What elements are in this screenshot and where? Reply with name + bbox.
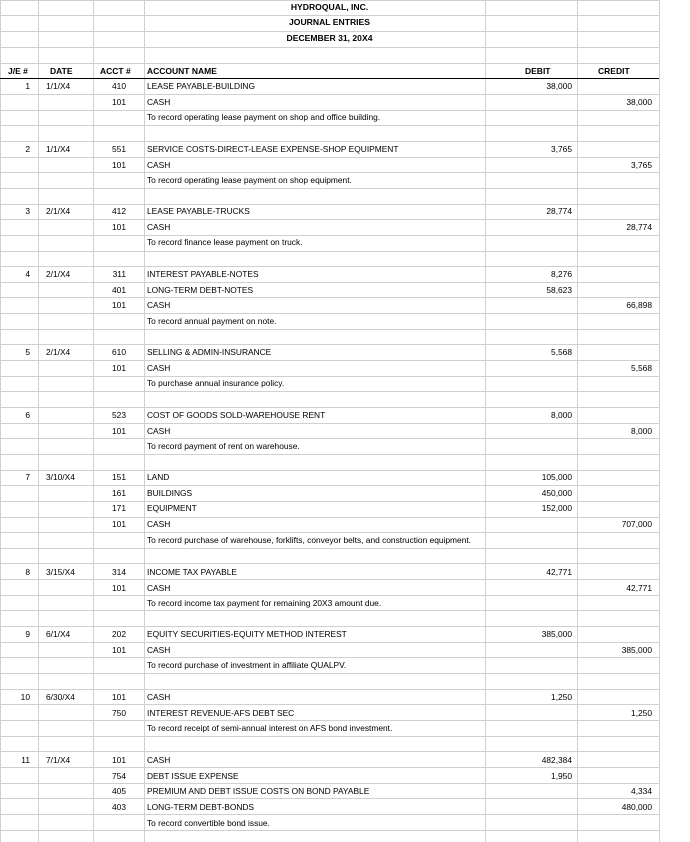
account-number: 101 — [112, 755, 126, 765]
account-name: CASH — [147, 363, 171, 373]
entry-memo: To record income tax payment for remaining 20X3 amount due. — [147, 598, 382, 608]
account-number: 161 — [112, 488, 126, 498]
account-number: 101 — [112, 300, 126, 310]
col-header-je: J/E # — [8, 66, 28, 76]
credit-amount — [570, 501, 652, 516]
account-name: CASH — [147, 426, 171, 436]
credit-amount — [570, 470, 652, 485]
account-number: 101 — [112, 519, 126, 529]
entry-date: 3/10/X4 — [46, 472, 75, 482]
entry-memo: To record purchase of warehouse, forklifts, conveyor belts, and construction equipment. — [147, 535, 472, 545]
credit-amount: 8,000 — [631, 426, 652, 436]
debit-amount — [490, 706, 572, 721]
entry-date: 2/1/X4 — [46, 206, 71, 216]
account-name: CASH — [147, 222, 171, 232]
credit-amount — [570, 79, 652, 94]
entry-date: 6/1/X4 — [46, 629, 71, 639]
account-name: LEASE PAYABLE-TRUCKS — [147, 206, 250, 216]
debit-amount: 1,250 — [551, 692, 572, 702]
entry-date: 3/15/X4 — [46, 567, 75, 577]
debit-amount — [490, 581, 572, 596]
account-name: LAND — [147, 472, 170, 482]
entry-memo: To record operating lease payment on shop and office building. — [147, 112, 381, 122]
debit-amount — [490, 220, 572, 235]
credit-amount: 42,771 — [626, 583, 652, 593]
account-name: LONG-TERM DEBT-NOTES — [147, 285, 254, 295]
debit-amount: 28,774 — [546, 206, 572, 216]
debit-amount: 42,771 — [546, 567, 572, 577]
account-name: CASH — [147, 160, 171, 170]
account-name: INTEREST REVENUE-AFS DEBT SEC — [147, 708, 295, 718]
account-name: SERVICE COSTS-DIRECT-LEASE EXPENSE-SHOP EQUIPMENT — [147, 144, 399, 154]
credit-amount: 4,334 — [631, 786, 652, 796]
debit-amount: 8,276 — [551, 269, 572, 279]
credit-amount — [570, 769, 652, 784]
debit-amount: 385,000 — [541, 629, 572, 639]
account-name: DEBT ISSUE EXPENSE — [147, 771, 239, 781]
account-number: 750 — [112, 708, 126, 718]
entry-number: 6 — [25, 410, 30, 420]
account-number: 401 — [112, 285, 126, 295]
credit-amount — [570, 690, 652, 705]
account-name: INCOME TAX PAYABLE — [147, 567, 237, 577]
entry-number: 2 — [25, 144, 30, 154]
report-date: DECEMBER 31, 20X4 — [286, 33, 373, 43]
credit-amount: 1,250 — [631, 708, 652, 718]
debit-amount — [490, 784, 572, 799]
account-name: INTEREST PAYABLE-NOTES — [147, 269, 259, 279]
credit-amount: 385,000 — [621, 645, 652, 655]
credit-amount — [570, 627, 652, 642]
account-name: CASH — [147, 300, 171, 310]
entry-date: 1/1/X4 — [46, 144, 71, 154]
debit-amount — [490, 298, 572, 313]
account-name: EQUITY SECURITIES-EQUITY METHOD INTEREST — [147, 629, 347, 639]
entry-number: 7 — [25, 472, 30, 482]
entry-number: 11 — [21, 755, 30, 765]
debit-amount — [490, 95, 572, 110]
entry-memo: To record finance lease payment on truck. — [147, 237, 303, 247]
entry-memo: To record payment of rent on warehouse. — [147, 441, 300, 451]
account-number: 101 — [112, 222, 126, 232]
account-name: CASH — [147, 755, 171, 765]
col-header-account-name: ACCOUNT NAME — [147, 66, 217, 76]
company-name: HYDROQUAL, INC. — [290, 2, 369, 12]
account-name: COST OF GOODS SOLD-WAREHOUSE RENT — [147, 410, 326, 420]
account-number: 101 — [112, 645, 126, 655]
debit-amount: 152,000 — [541, 503, 572, 513]
account-name: SELLING & ADMIN-INSURANCE — [147, 347, 272, 357]
col-header-credit: CREDIT — [598, 66, 630, 76]
debit-amount — [490, 424, 572, 439]
debit-amount: 58,623 — [546, 285, 572, 295]
account-number: 412 — [112, 206, 126, 216]
debit-amount — [490, 158, 572, 173]
account-name: BUILDINGS — [147, 488, 193, 498]
account-number: 101 — [112, 426, 126, 436]
account-number: 151 — [112, 472, 126, 482]
debit-amount: 105,000 — [541, 472, 572, 482]
account-number: 551 — [112, 144, 126, 154]
account-name: PREMIUM AND DEBT ISSUE COSTS ON BOND PAYABLE — [147, 786, 370, 796]
credit-amount: 3,765 — [631, 160, 652, 170]
debit-amount — [490, 800, 572, 815]
entry-memo: To record operating lease payment on shop equipment. — [147, 175, 352, 185]
credit-amount — [570, 142, 652, 157]
entry-number: 3 — [25, 206, 30, 216]
credit-amount — [570, 267, 652, 282]
debit-amount: 482,384 — [541, 755, 572, 765]
credit-amount: 66,898 — [626, 300, 652, 310]
account-name: LONG-TERM DEBT-BONDS — [147, 802, 255, 812]
credit-amount: 28,774 — [626, 222, 652, 232]
entry-memo: To record purchase of investment in affiliate QUALPV. — [147, 660, 347, 670]
account-number: 754 — [112, 771, 126, 781]
entry-date: 2/1/X4 — [46, 347, 71, 357]
account-number: 610 — [112, 347, 126, 357]
account-number: 202 — [112, 629, 126, 639]
account-number: 101 — [112, 160, 126, 170]
credit-amount — [570, 283, 652, 298]
account-name: CASH — [147, 97, 171, 107]
debit-amount — [490, 517, 572, 532]
entry-date: 6/30/X4 — [46, 692, 75, 702]
account-name: CASH — [147, 583, 171, 593]
account-number: 101 — [112, 97, 126, 107]
debit-amount: 38,000 — [546, 81, 572, 91]
account-name: EQUIPMENT — [147, 503, 197, 513]
entry-number: 1 — [25, 81, 30, 91]
col-header-date: DATE — [50, 66, 73, 76]
account-number: 171 — [112, 503, 126, 513]
account-number: 410 — [112, 81, 126, 91]
entry-number: 8 — [25, 567, 30, 577]
account-number: 101 — [112, 363, 126, 373]
entry-memo: To record receipt of semi-annual interest on AFS bond investment. — [147, 723, 393, 733]
credit-amount — [570, 753, 652, 768]
entry-memo: To record convertible bond issue. — [147, 818, 270, 828]
entry-date: 7/1/X4 — [46, 755, 71, 765]
entry-number: 9 — [25, 629, 30, 639]
credit-amount — [570, 204, 652, 219]
credit-amount: 5,568 — [631, 363, 652, 373]
debit-amount — [490, 361, 572, 376]
debit-amount: 8,000 — [551, 410, 572, 420]
credit-amount — [570, 408, 652, 423]
account-name: CASH — [147, 645, 171, 655]
entry-date: 1/1/X4 — [46, 81, 71, 91]
col-header-debit: DEBIT — [525, 66, 551, 76]
entry-number: 5 — [25, 347, 30, 357]
account-number: 405 — [112, 786, 126, 796]
debit-amount: 450,000 — [541, 488, 572, 498]
entry-date: 2/1/X4 — [46, 269, 71, 279]
entry-memo: To purchase annual insurance policy. — [147, 378, 285, 388]
account-number: 311 — [112, 269, 126, 279]
entry-memo: To record annual payment on note. — [147, 316, 277, 326]
debit-amount: 3,765 — [551, 144, 572, 154]
account-name: CASH — [147, 692, 171, 702]
account-number: 403 — [112, 802, 126, 812]
debit-amount — [490, 643, 572, 658]
credit-amount — [570, 486, 652, 501]
credit-amount: 707,000 — [621, 519, 652, 529]
credit-amount: 480,000 — [621, 802, 652, 812]
debit-amount: 5,568 — [551, 347, 572, 357]
credit-amount: 38,000 — [626, 97, 652, 107]
credit-amount — [570, 565, 652, 580]
account-name: LEASE PAYABLE-BUILDING — [147, 81, 255, 91]
account-number: 523 — [112, 410, 126, 420]
credit-amount — [570, 345, 652, 360]
account-number: 101 — [112, 583, 126, 593]
report-title: JOURNAL ENTRIES — [288, 17, 370, 27]
account-name: CASH — [147, 519, 171, 529]
entry-number: 4 — [25, 269, 30, 279]
account-number: 101 — [112, 692, 126, 702]
debit-amount: 1,950 — [551, 771, 572, 781]
account-number: 314 — [112, 567, 126, 577]
col-header-acct: ACCT # — [100, 66, 131, 76]
entry-number: 10 — [20, 692, 30, 702]
